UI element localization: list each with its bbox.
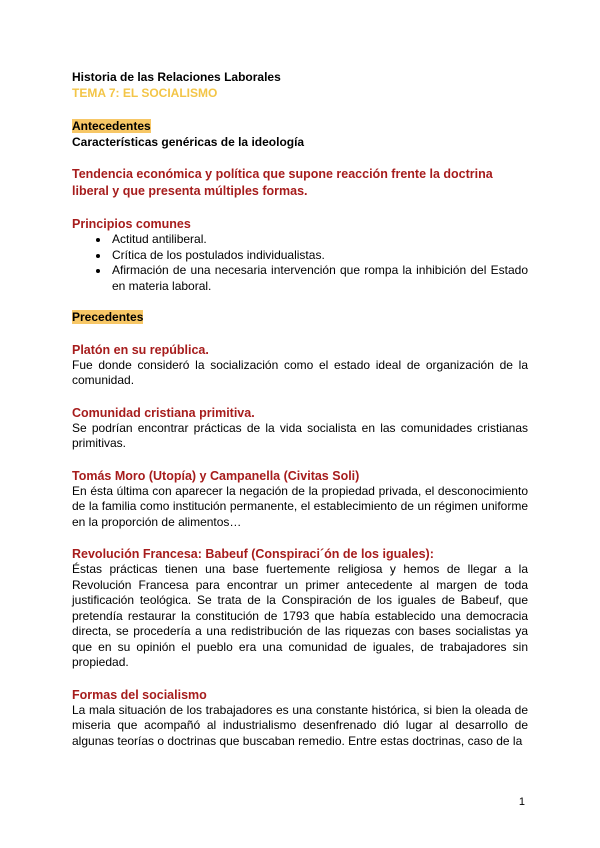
section-body-comunidad: Se podrían encontrar prácticas de la vida socialista en las comunidades cristianas primitivas. [72, 420, 528, 450]
section-body-moro: En ésta última con aparecer la negación de la propiedad privada, el desconocimiento de la familia como institución permanente, el establecimiento de un régimen uniforme en la proporción de alimentos… [72, 483, 528, 529]
section-title-revolucion: Revolución Francesa: Babeuf (Conspiraci´ón de los iguales): [72, 547, 434, 561]
section-title-comunidad: Comunidad cristiana primitiva. [72, 405, 255, 420]
document-subtitle: TEMA 7: EL SOCIALISMO [72, 85, 218, 100]
page-number: 1 [518, 796, 525, 808]
principios-list [72, 232, 528, 294]
section-body-formas: La mala situación de los trabajadores es una constante histórica, si bien la oleada de miseria que acompañó al industrialismo desenfrenado dió lugar al desarrollo de algunas teorías o doctrinas que buscaban remedio. Entre estas doctrinas, caso de la [72, 702, 528, 748]
document-page [72, 70, 528, 749]
section-title-platon: Platón en su república. [72, 342, 209, 357]
tendency-statement: Tendencia económica y política que supone reacción frente la doctrina liberal y que presenta múltiples formas. [72, 167, 493, 198]
list-item: • Crítica de los postulados individualistas. [110, 248, 528, 264]
caracteristicas-subheading: Características genéricas de la ideología [72, 134, 305, 149]
list-item: • Afirmación de una necesaria intervención que rompa la inhibición del Estado en materia laboral. [110, 263, 528, 294]
principios-heading: Principios comunes [72, 217, 191, 231]
section-body-revolucion: Éstas prácticas tienen una base fuertemente religiosa y hemos de llegar a la Revolución Francesa para encontrar un primer antecedente al margen de toda justificación teológica. Se trata de la Conspiración de los iguales de Babeuf, que pretendía restaurar la constitución de 1793 que había establecido una democracia directa, se procedería a una redistribución de las riquezas con bases socialistas ya que en su opinión el pueblo era una comunidad de iguales, de trabajadores sin propiedad. [72, 562, 528, 669]
list-item: • Actitud antiliberal. [110, 232, 528, 248]
precedentes-heading: Precedentes [72, 310, 144, 324]
section-title-formas: Formas del socialismo [72, 687, 207, 702]
document-title: Historia de las Relaciones Laborales [72, 70, 281, 84]
antecedentes-heading: Antecedentes [72, 119, 151, 133]
section-body-platon: Fue donde consideró la socialización como el estado ideal de organización de la comunidad. [72, 357, 528, 387]
section-title-moro: Tomás Moro (Utopía) y Campanella (Civitas Soli) [72, 468, 360, 483]
